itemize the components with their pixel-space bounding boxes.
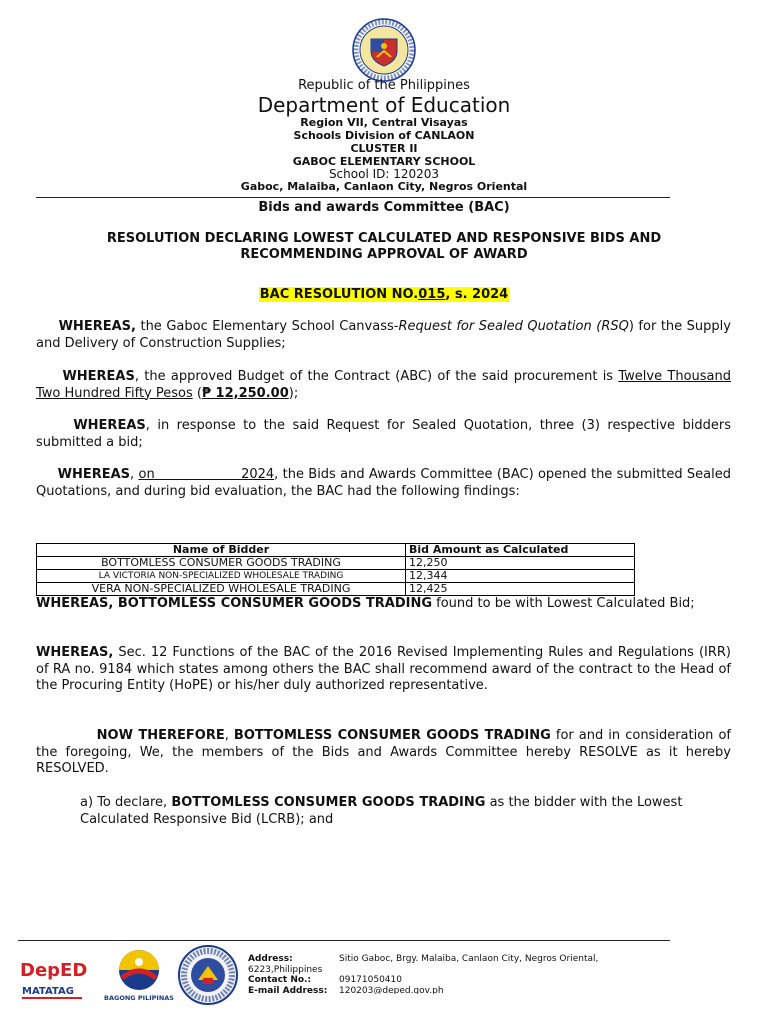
resolution-number bbox=[0, 287, 768, 302]
whereas-paragraph-2 bbox=[36, 369, 731, 402]
bagong-pilipinas-text: BAGONG PILIPINAS bbox=[104, 994, 174, 1002]
cluster-heading: CLUSTER II bbox=[350, 142, 418, 155]
header-text: Bid Amount as Calculated bbox=[409, 543, 569, 556]
whereas-paragraph-1 bbox=[36, 319, 731, 352]
paragraph-text: , the approved Budget of the Contract (ABC) of the said procurement is bbox=[134, 369, 619, 384]
table-row bbox=[37, 583, 635, 596]
date-year: 2024 bbox=[241, 467, 275, 482]
winning-bidder: BOTTOMLESS CONSUMER GOODS TRADING bbox=[233, 728, 551, 743]
paragraph-text: , bbox=[224, 728, 234, 743]
whereas-lead: WHEREAS, BOTTOMLESS CONSUMER GOODS TRADING bbox=[36, 596, 433, 611]
footer-address-value: Sitio Gaboc, Brgy. Malaiba, Canlaon City, Negros Oriental, bbox=[339, 954, 599, 964]
resolution-no: 015 bbox=[418, 287, 446, 302]
paragraph-text: ( bbox=[192, 385, 202, 401]
now-therefore-lead: NOW THEREFORE bbox=[96, 728, 225, 743]
bid-table bbox=[36, 543, 635, 596]
document-title bbox=[40, 231, 728, 263]
whereas-lead: WHEREAS bbox=[57, 467, 131, 482]
resolution-prefix: BAC RESOLUTION NO. bbox=[259, 287, 419, 302]
col-header-amount bbox=[406, 544, 635, 557]
deped-seal-logo bbox=[349, 17, 419, 83]
item-marker: a) bbox=[80, 795, 94, 810]
footer-divider bbox=[18, 940, 670, 941]
whereas-lead: WHEREAS bbox=[62, 369, 135, 384]
whereas-paragraph-5 bbox=[36, 596, 731, 613]
paragraph-text: found to be with Lowest Calculated Bid; bbox=[432, 596, 695, 611]
abc-amount: ₱ 12,250.00 bbox=[201, 385, 289, 401]
paragraph-text: for and in consideration of the foregoing, We, the members of the Bids and Awards Committee hereby RESOLVE as it hereby RESOLVED. bbox=[36, 728, 731, 776]
bagong-pilipinas-logo bbox=[104, 948, 174, 1002]
division-heading: Schools Division of CANLAON bbox=[293, 129, 475, 142]
footer-email-value: 120203@deped.gov.ph bbox=[339, 986, 444, 994]
department-heading: Department of Education bbox=[257, 93, 511, 117]
whereas-paragraph-3 bbox=[36, 418, 731, 451]
region-heading: Region VII, Central Visayas bbox=[300, 116, 468, 129]
header-text: Name of Bidder bbox=[172, 543, 270, 556]
deped-logo-text: DepED bbox=[20, 960, 88, 981]
footer-contact-label: Contact No.: bbox=[248, 975, 312, 985]
matatag-text: MATATAG bbox=[22, 986, 74, 997]
paragraph-text: , the Bids and Awards Committee (BAC) opened the submitted Sealed Quotations, and during bid evaluation, the BAC had the following findings: bbox=[36, 467, 732, 499]
title-line-1: RESOLUTION DECLARING LOWEST CALCULATED AND RESPONSIVE BIDS AND bbox=[106, 231, 662, 246]
resolution-item-a bbox=[80, 795, 732, 828]
paragraph-text: as the bidder with the Lowest Calculated Responsive Bid (LCRB); and bbox=[80, 795, 683, 827]
table-row bbox=[37, 557, 635, 570]
paragraph-text: Sec. 12 Functions of the BAC of the 2016 Revised Implementing Rules and Regulations (IRR) of RA no. 9184 which states among others the BAC shall recommend award of the contract to the Head of the Procuring Entity (HoPE) or his/her duly authorized representative. bbox=[36, 645, 731, 693]
resolution-highlight bbox=[259, 287, 509, 302]
bidder-cell: VERA NON-SPECIALIZED WHOLESALE TRADING bbox=[37, 583, 406, 596]
amount-cell: 12,250 bbox=[406, 557, 635, 570]
now-therefore-paragraph bbox=[36, 728, 731, 778]
table-header-row bbox=[37, 544, 635, 557]
opening-date bbox=[138, 467, 274, 482]
col-header-bidder bbox=[37, 544, 406, 557]
rsq-italic: Request for Sealed Quotation (RSQ bbox=[398, 319, 629, 334]
paragraph-text: the Gaboc Elementary School Canvass- bbox=[135, 319, 399, 334]
whereas-lead: WHEREAS, bbox=[58, 319, 136, 334]
amount-cell: 12,425 bbox=[406, 583, 635, 596]
committee-heading: Bids and awards Committee (BAC) bbox=[258, 200, 510, 215]
amount-cell: 12,344 bbox=[406, 570, 635, 583]
footer-address-cont: 6223,Philippines bbox=[248, 965, 323, 975]
school-heading: GABOC ELEMENTARY SCHOOL bbox=[292, 155, 476, 168]
deped-matatag-logo bbox=[20, 952, 92, 1004]
resolution-suffix: , s. 2024 bbox=[445, 287, 509, 302]
date-on: on bbox=[138, 467, 155, 482]
school-id: School ID: 120203 bbox=[328, 167, 440, 181]
school-address: Gaboc, Malaiba, Canlaon City, Negros Oriental bbox=[240, 180, 528, 193]
whereas-paragraph-4 bbox=[36, 467, 731, 500]
bidder-cell: LA VICTORIA NON-SPECIALIZED WHOLESALE TRADING bbox=[37, 570, 406, 583]
title-line-2: RECOMMENDING APPROVAL OF AWARD bbox=[240, 247, 528, 262]
paragraph-text: , in response to the said Request for Sealed Quotation, three (3) respective bidders submitted a bid; bbox=[36, 418, 731, 450]
paragraph-text: ); bbox=[288, 385, 299, 401]
footer-email-label: E-mail Address: bbox=[248, 986, 328, 994]
whereas-paragraph-6 bbox=[36, 645, 731, 695]
footer-contact-value: 09171050410 bbox=[339, 975, 402, 985]
republic-heading: Republic of the Philippines bbox=[298, 78, 470, 93]
paragraph-text: To declare, bbox=[97, 795, 172, 810]
paragraph-text: ) for the Supply and Delivery of Construction Supplies; bbox=[36, 319, 731, 351]
paragraph-text: , bbox=[130, 467, 139, 482]
whereas-lead: WHEREAS, bbox=[36, 645, 114, 660]
abc-amount-words: Twelve Thousand Two Hundred Fifty Pesos bbox=[36, 369, 731, 401]
table-row bbox=[37, 570, 635, 583]
school-seal-logo bbox=[176, 944, 240, 1006]
bidder-cell: BOTTOMLESS CONSUMER GOODS TRADING bbox=[37, 557, 406, 570]
winning-bidder: BOTTOMLESS CONSUMER GOODS TRADING bbox=[171, 795, 486, 810]
whereas-lead: WHEREAS bbox=[73, 418, 146, 433]
footer-address-label: Address: bbox=[248, 954, 293, 964]
header-divider bbox=[36, 197, 670, 198]
